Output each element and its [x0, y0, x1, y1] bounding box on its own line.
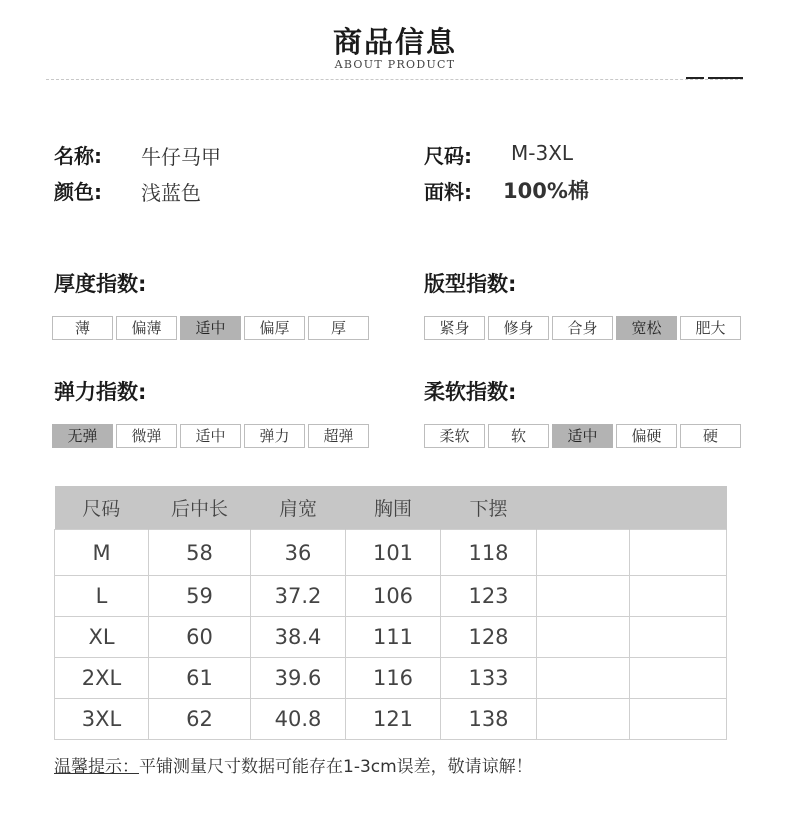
elasticity-option: 微弹: [116, 424, 177, 448]
size-label: 尺码:: [424, 144, 472, 168]
table-header-cell: 尺码: [55, 486, 149, 530]
table-cell: 40.8: [251, 699, 346, 740]
title-divider: [46, 79, 743, 80]
table-cell: 38.4: [251, 617, 346, 658]
table-header-cell: 后中长: [149, 486, 251, 530]
elasticity-scale: [52, 424, 372, 448]
thickness-index: [54, 268, 372, 340]
table-cell: 60: [149, 617, 251, 658]
table-cell: M: [55, 530, 149, 576]
table-cell: [537, 576, 630, 617]
table-row: [55, 658, 727, 699]
table-cell: 123: [441, 576, 537, 617]
table-cell: 121: [346, 699, 441, 740]
table-cell: L: [55, 576, 149, 617]
elasticity-index: [54, 376, 372, 448]
softness-option: 柔软: [424, 424, 485, 448]
table-header-cell: 肩宽: [251, 486, 346, 530]
section-title: 商品信息: [332, 25, 457, 59]
table-cell: [630, 576, 727, 617]
table-cell: 111: [346, 617, 441, 658]
table-header-cell: [537, 486, 630, 530]
table-cell: [630, 699, 727, 740]
table-cell: 36: [251, 530, 346, 576]
elasticity-option: 适中: [180, 424, 241, 448]
softness-index-title: 柔软指数:: [424, 380, 517, 404]
size-table: [54, 486, 727, 740]
table-cell: [630, 617, 727, 658]
table-cell: XL: [55, 617, 149, 658]
thickness-option: 偏薄: [116, 316, 177, 340]
elasticity-index-title: 弹力指数:: [54, 380, 147, 404]
table-cell: 3XL: [55, 699, 149, 740]
softness-option: 硬: [680, 424, 741, 448]
softness-scale: [424, 424, 744, 448]
table-cell: 59: [149, 576, 251, 617]
thickness-option: 厚: [308, 316, 369, 340]
table-cell: 58: [149, 530, 251, 576]
table-header-cell: [630, 486, 727, 530]
table-cell: 101: [346, 530, 441, 576]
fit-option: 合身: [552, 316, 613, 340]
table-cell: 138: [441, 699, 537, 740]
elasticity-option: 弹力: [244, 424, 305, 448]
table-cell: 106: [346, 576, 441, 617]
table-header-row: [55, 486, 727, 530]
table-cell: 2XL: [55, 658, 149, 699]
table-cell: [630, 658, 727, 699]
table-cell: [537, 530, 630, 576]
name-value: 牛仔马甲: [141, 145, 221, 169]
fit-option: 紧身: [424, 316, 485, 340]
table-cell: [537, 658, 630, 699]
fit-scale: [424, 316, 744, 340]
table-row: [55, 576, 727, 617]
thickness-scale: [52, 316, 372, 340]
thickness-option: 薄: [52, 316, 113, 340]
table-cell: 133: [441, 658, 537, 699]
size-value: M-3XL: [511, 141, 574, 165]
table-cell: 39.6: [251, 658, 346, 699]
table-cell: 128: [441, 617, 537, 658]
section-subtitle: ABOUT PRODUCT: [334, 58, 456, 71]
table-row: [55, 699, 727, 740]
softness-index: [424, 376, 744, 448]
table-cell: 62: [149, 699, 251, 740]
fit-index: [424, 268, 744, 340]
table-cell: 61: [149, 658, 251, 699]
fit-option: 肥大: [680, 316, 741, 340]
fit-option: 宽松: [616, 316, 677, 340]
color-value: 浅蓝色: [141, 181, 201, 205]
table-cell: [630, 530, 727, 576]
elasticity-option: 无弹: [52, 424, 113, 448]
table-cell: 118: [441, 530, 537, 576]
note-tip-label: 温馨提示：: [54, 757, 139, 777]
measurement-note: [54, 752, 533, 777]
accent-dash-long: [708, 77, 743, 79]
thickness-option: 偏厚: [244, 316, 305, 340]
table-row: [55, 617, 727, 658]
fit-option: 修身: [488, 316, 549, 340]
fabric-label: 面料:: [424, 180, 472, 204]
note-text: 平铺测量尺寸数据可能存在1-3cm误差，敬请谅解！: [139, 757, 533, 777]
color-label: 颜色:: [54, 180, 102, 204]
accent-dash-short: [686, 77, 704, 79]
softness-option: 软: [488, 424, 549, 448]
softness-option: 偏硬: [616, 424, 677, 448]
table-cell: [537, 617, 630, 658]
fabric-value: 100%棉: [503, 179, 589, 203]
thickness-option: 适中: [180, 316, 241, 340]
elasticity-option: 超弹: [308, 424, 369, 448]
thickness-index-title: 厚度指数:: [54, 272, 147, 296]
softness-option: 适中: [552, 424, 613, 448]
table-cell: 37.2: [251, 576, 346, 617]
table-cell: [537, 699, 630, 740]
table-header-cell: 下摆: [441, 486, 537, 530]
fit-index-title: 版型指数:: [424, 272, 517, 296]
table-cell: 116: [346, 658, 441, 699]
name-label: 名称:: [54, 144, 102, 168]
table-header-cell: 胸围: [346, 486, 441, 530]
table-row: [55, 530, 727, 576]
